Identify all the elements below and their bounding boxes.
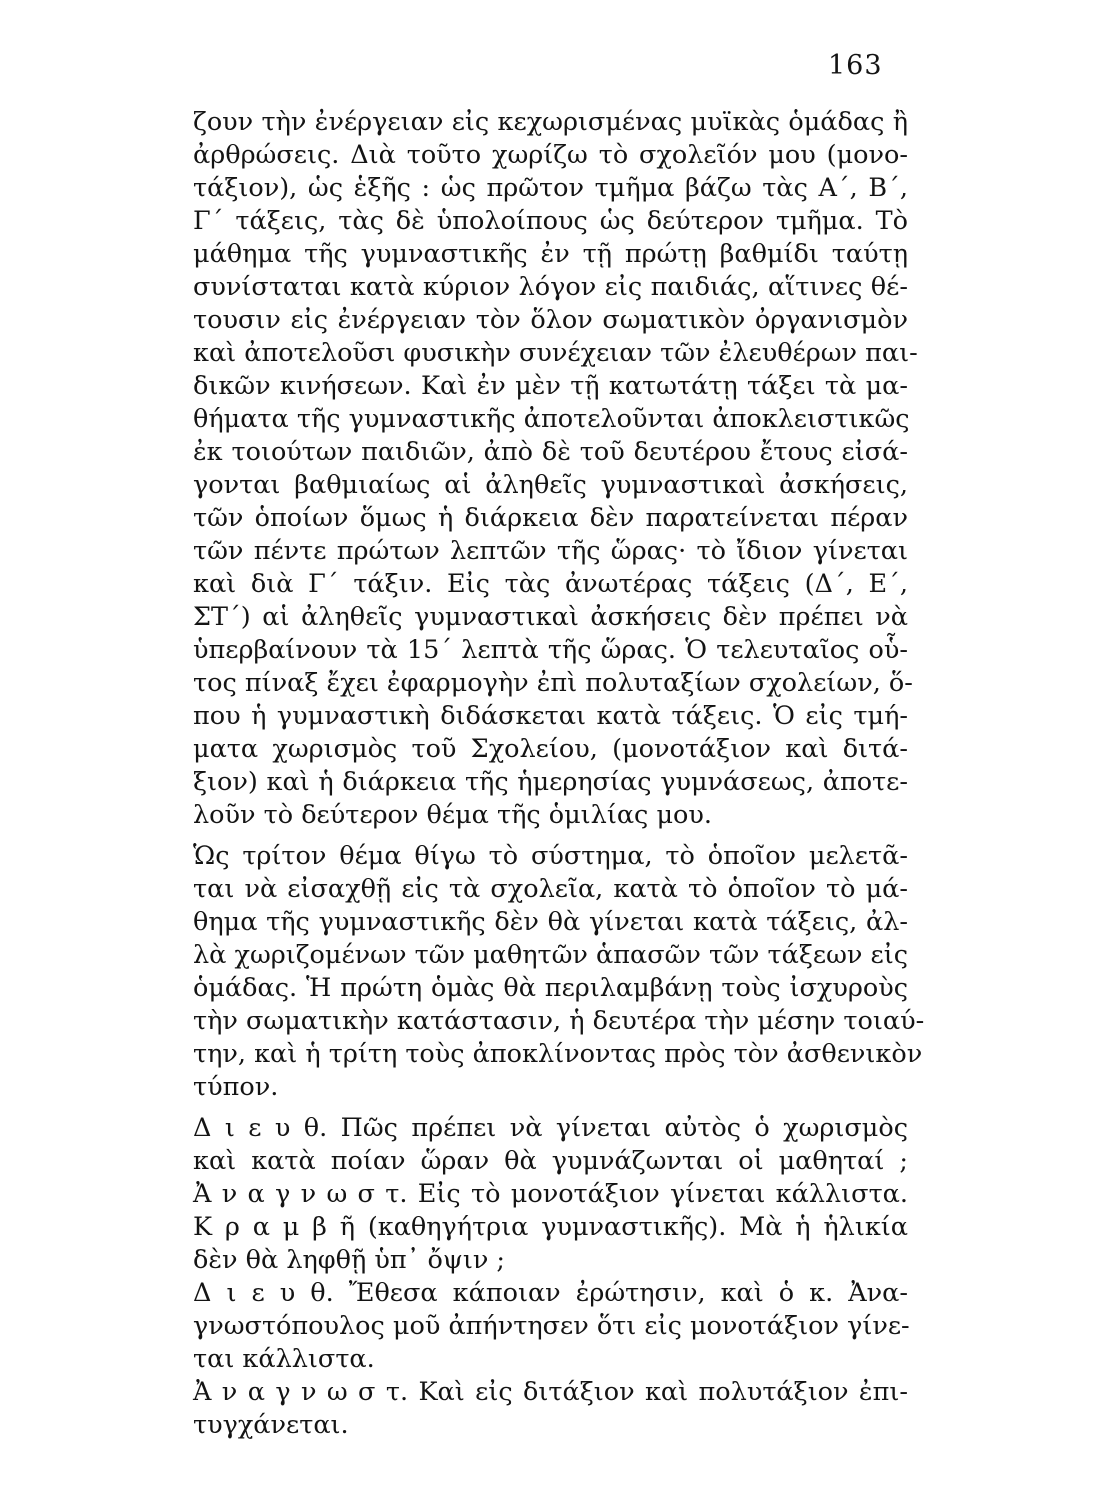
text-line: λοῦν τὸ δεύτερον θέμα τῆς ὁμιλίας μου.	[193, 800, 712, 830]
text-line: Κ ρ α μ β ῆ (καθηγήτρια γυμναστικῆς). Μὰ ἡ ἡλικία	[193, 1212, 908, 1242]
text-line: που ἡ γυμναστικὴ διδάσκεται κατὰ τάξεις. Ὁ εἰς τμή-	[193, 701, 908, 731]
text-line: δικῶν κινήσεων. Καὶ ἐν μὲν τῇ κατωτάτῃ τάξει τὰ μα-	[193, 371, 908, 401]
dialogue	[193, 1112, 908, 1442]
text-line: τάξιον), ὡς ἑξῆς : ὡς πρῶτον τμῆμα βάζω τὰς Α΄, Β΄,	[193, 173, 908, 203]
text-line: τος πίναξ ἔχει ἐφαρμογὴν ἐπὶ πολυταξίων σχολείων, ὅ-	[193, 668, 913, 698]
text-line: ται νὰ εἰσαχθῇ εἰς τὰ σχολεῖα, κατὰ τὸ ὁποῖον τὸ μά-	[193, 874, 908, 904]
text-line: Δ ι ε υ θ. Ἔθεσα κάποιαν ἐρώτησιν, καὶ ὁ κ. Ἀνα-	[193, 1278, 908, 1308]
text-line: ται κάλλιστα.	[193, 1344, 375, 1374]
text-line: ΣΤ΄) αἱ ἀληθεῖς γυμναστικαὶ ἀσκήσεις δὲν πρέπει νὰ	[193, 602, 908, 632]
text-line: τῶν πέντε πρώτων λεπτῶν τῆς ὥρας· τὸ ἴδιον γίνεται	[193, 536, 908, 566]
page-number: 163	[828, 50, 883, 81]
text-line: καὶ κατὰ ποίαν ὥραν θὰ γυμνάζωνται οἱ μαθηταί ;	[193, 1146, 908, 1176]
text-line: Γ΄ τάξεις, τὰς δὲ ὑπολοίπους ὡς δεύτερον τμῆμα. Τὸ	[193, 206, 908, 236]
text-line: θήματα τῆς γυμναστικῆς ἀποτελοῦνται ἀποκλειστικῶς	[193, 404, 910, 434]
text-line: καὶ διὰ Γ΄ τάξιν. Εἰς τὰς ἀνωτέρας τάξεις (Δ΄, Ε΄,	[193, 569, 908, 599]
text-line: ζουν τὴν ἐνέργειαν εἰς κεχωρισμένας μυϊκὰς ὁμάδας ἢ	[193, 107, 908, 137]
paragraph	[193, 840, 925, 1104]
text-line: συνίσταται κατὰ κύριον λόγον εἰς παιδιάς, αἵτινες θέ-	[193, 272, 908, 302]
text-line: Ὡς τρίτον θέμα θίγω τὸ σύστημα, τὸ ὁποῖον μελετᾶ-	[193, 841, 908, 871]
text-line: τὴν σωματικὴν κατάστασιν, ἡ δευτέρα τὴν μέσην τοιαύ-	[193, 1006, 925, 1036]
text-line: μάθημα τῆς γυμναστικῆς ἐν τῇ πρώτῃ βαθμίδι ταύτῃ	[193, 239, 908, 269]
text-line: θημα τῆς γυμναστικῆς δὲν θὰ γίνεται κατὰ τάξεις, ἀλ-	[193, 907, 908, 937]
text-line: ἀρθρώσεις. Διὰ τοῦτο χωρίζω τὸ σχολεῖόν μου (μονο-	[193, 140, 908, 170]
text-line: Δ ι ε υ θ. Πῶς πρέπει νὰ γίνεται αὐτὸς ὁ χωρισμὸς	[193, 1113, 908, 1143]
text-line: δὲν θὰ ληφθῇ ὑπ᾿ ὄψιν ;	[193, 1245, 506, 1275]
body-text	[193, 106, 925, 1442]
paragraph	[193, 106, 918, 832]
text-line: λὰ χωριζομένων τῶν μαθητῶν ἁπασῶν τῶν τάξεων εἰς	[193, 940, 909, 970]
text-line: Ἀ ν α γ ν ω σ τ. Καὶ εἰς διτάξιον καὶ πολυτάξιον ἐπι-	[193, 1377, 908, 1407]
text-line: τύπον.	[193, 1072, 279, 1102]
text-line: ἐκ τοιούτων παιδιῶν, ἀπὸ δὲ τοῦ δευτέρου ἔτους εἰσά-	[193, 437, 908, 467]
text-line: ξιον) καὶ ἡ διάρκεια τῆς ἡμερησίας γυμνάσεως, ἀποτε-	[193, 767, 908, 797]
text-line: ματα χωρισμὸς τοῦ Σχολείου, (μονοτάξιον καὶ διτά-	[193, 734, 908, 764]
text-line: ὑπερβαίνουν τὰ 15΄ λεπτὰ τῆς ὥρας. Ὁ τελευταῖος οὗ-	[193, 635, 908, 665]
text-line: Ἀ ν α γ ν ω σ τ. Εἰς τὸ μονοτάξιον γίνεται κάλλιστα.	[193, 1179, 908, 1209]
text-line: την, καὶ ἡ τρίτη τοὺς ἀποκλίνοντας πρὸς τὸν ἀσθενικὸν	[193, 1039, 923, 1069]
text-line: γνωστόπουλος μοῦ ἀπήντησεν ὅτι εἰς μονοτάξιον γίνε-	[193, 1311, 910, 1341]
text-line: τῶν ὁποίων ὅμως ἡ διάρκεια δὲν παρατείνεται πέραν	[193, 503, 908, 533]
text-line: καὶ ἀποτελοῦσι φυσικὴν συνέχειαν τῶν ἐλευθέρων παι-	[193, 338, 918, 368]
text-line: ὁμάδας. Ἡ πρώτη ὁμὰς θὰ περιλαμβάνῃ τοὺς ἰσχυροὺς	[193, 973, 908, 1003]
text-line: τυγχάνεται.	[193, 1410, 349, 1440]
text-line: γονται βαθμιαίως αἱ ἀληθεῖς γυμναστικαὶ ἀσκήσεις,	[193, 470, 908, 500]
text-line: τουσιν εἰς ἐνέργειαν τὸν ὅλον σωματικὸν ὀργανισμὸν	[193, 305, 908, 335]
